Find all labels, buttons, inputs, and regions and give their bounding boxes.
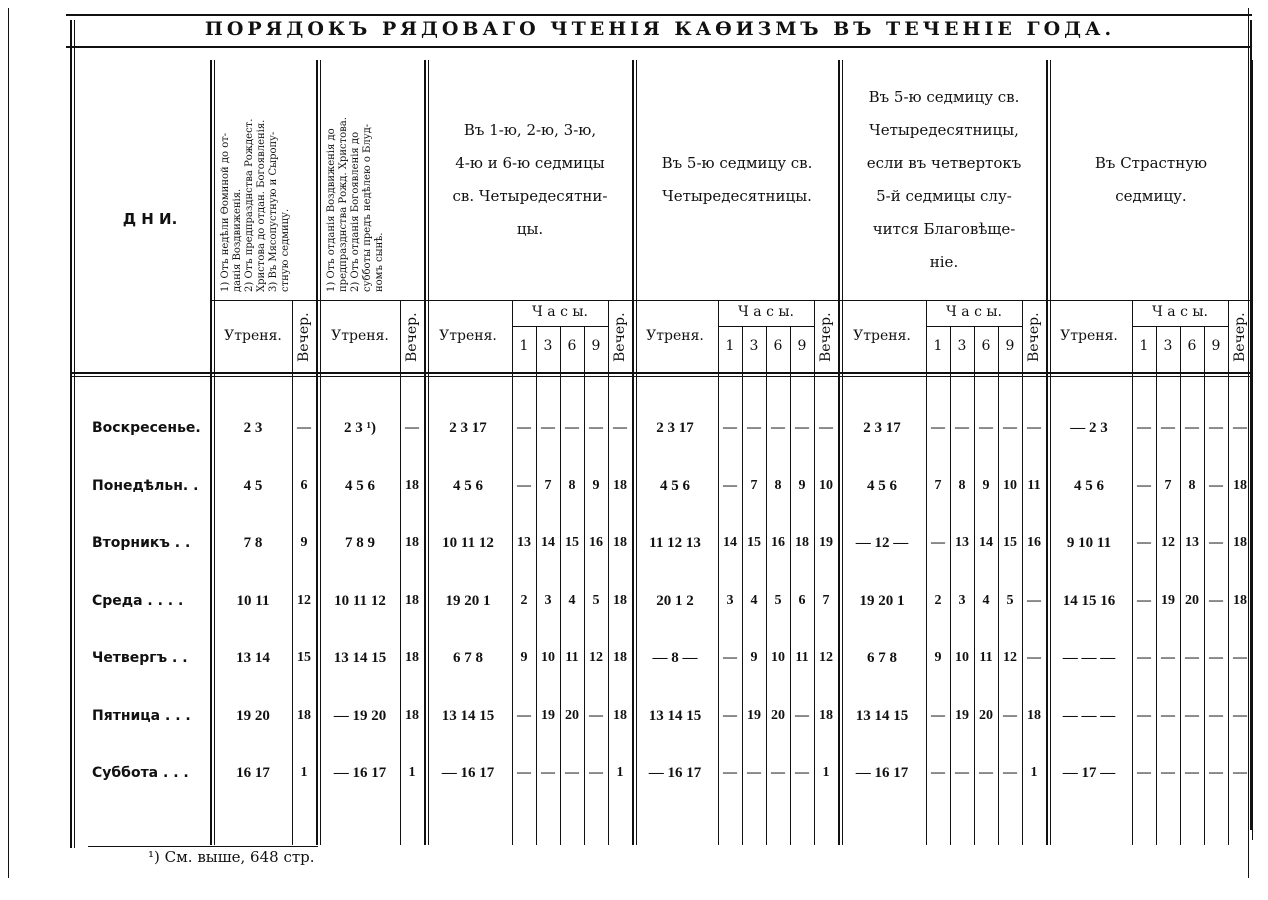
group-divider-inner (1050, 60, 1051, 845)
vespers-subheader: Вечер. (296, 312, 312, 362)
table-cell: — (1137, 477, 1151, 493)
table-cell: — (1137, 592, 1151, 608)
table-cell: — (819, 420, 833, 435)
table-cell: 4 5 6 (453, 477, 483, 494)
table-cell: — (1209, 477, 1223, 493)
table-cell: 9 (300, 535, 308, 550)
table-cell: 8 (958, 477, 966, 493)
table-cell: — — — (1062, 707, 1116, 724)
table-cell: — (1003, 420, 1017, 435)
day-label: Суббота . . . (92, 765, 189, 781)
table-cell: 15 (747, 535, 761, 550)
footnote: ¹) См. выше, 648 стр. (148, 848, 315, 866)
table-cell: — (541, 765, 555, 780)
table-cell: 15 (565, 535, 579, 550)
table-cell: — (979, 420, 993, 435)
matins-subheader: Утреня. (439, 328, 497, 344)
table-cell: 6 (300, 477, 308, 493)
table-cell: 7 8 9 (345, 535, 375, 551)
table-cell: 18 (613, 650, 627, 665)
vespers-subheader: Вечер. (612, 312, 628, 362)
table-cell: — (517, 765, 531, 780)
vespers-subheader: Вечер. (1232, 312, 1248, 362)
table-cell: 20 (979, 707, 993, 723)
table-cell: 1 (822, 765, 830, 780)
period-subheader-rule (210, 300, 316, 301)
table-cell: — (1137, 535, 1151, 550)
table-cell: — (1027, 420, 1041, 435)
title-bottom-rule (66, 46, 1252, 48)
table-cell: 4 (568, 592, 576, 608)
table-cell: 19 (955, 707, 969, 723)
table-cell: — (1209, 707, 1223, 723)
matins-subheader: Утреня. (853, 328, 911, 344)
table-cell: 13 (517, 535, 531, 550)
table-cell: — 12 — (855, 535, 909, 551)
hour-subheader: 1 (1139, 338, 1149, 354)
period-header: 1) Отъ недѣли Ѳоминой до от- данія Воздвиженія. 2) Отъ предпразднства Рождест. Христова до отдан. Богоявленія. 3) Въ Мясопустную и Сыропу- стную седмицу. (220, 118, 291, 292)
hour-subheader: 6 (773, 338, 783, 354)
table-cell: — 19 20 (333, 707, 387, 724)
period-header: Въ 5-ю седмицу св. Четыредесятницы, если въ четвертокъ 5-й седмицы слу- чится Благовѣще- ніе. (866, 88, 1022, 271)
table-cell: — (771, 420, 785, 435)
table-cell: 12 (297, 592, 311, 608)
table-cell: 12 (589, 650, 603, 665)
table-cell: — (1185, 420, 1199, 435)
table-cell: — (931, 420, 945, 435)
page-edge-right (1248, 8, 1249, 878)
table-cell: 2 3 17 (656, 420, 694, 436)
period-subheader-rule (632, 300, 838, 301)
group-divider (316, 60, 318, 845)
table-cell: 11 (565, 650, 579, 665)
table-cell: — (723, 477, 737, 493)
header-bottom-rule (70, 372, 1252, 374)
group-divider (838, 60, 840, 845)
table-cell: 13 14 (236, 650, 270, 666)
table-cell: 9 10 11 (1066, 535, 1112, 551)
vespers-subheader: Вечер. (1026, 312, 1042, 362)
table-cell: — (795, 420, 809, 435)
table-cell: — 8 — (652, 650, 698, 666)
table-cell: 16 (1027, 535, 1041, 550)
table-cell: 14 (541, 535, 555, 550)
table-cell: 10 (541, 650, 555, 665)
table-cell: 5 (592, 592, 600, 608)
table-cell: 7 (544, 477, 552, 493)
matins-subheader: Утреня. (646, 328, 704, 344)
table-cell: 18 (1233, 477, 1247, 493)
hours-subheader: Ч а с ы. (946, 304, 1002, 320)
table-cell: — (565, 420, 579, 435)
day-label: Четвергъ . . (92, 650, 188, 666)
table-cell: 18 (405, 707, 419, 723)
table-cell: — (723, 420, 737, 435)
table-cell: — (1209, 535, 1223, 550)
table-cell: 20 1 2 (656, 592, 694, 609)
days-column-header: Д Н И. (122, 210, 178, 228)
table-cell: 12 (819, 650, 833, 665)
table-cell: 4 5 6 (1074, 477, 1104, 494)
table-cell: 19 20 (236, 707, 270, 724)
table-cell: 16 (589, 535, 603, 550)
period-header: 1) Отъ отданія Воздвиженія до предпразднства Рожд. Христова. 2) Отъ отданія Богоявленія до субботы предъ недѣлею о Блуд- номъ сынѣ. (326, 117, 385, 292)
table-cell: — (723, 707, 737, 723)
table-cell: 8 (1188, 477, 1196, 493)
table-cell: 3 (958, 592, 966, 608)
table-cell: 18 (1027, 707, 1041, 723)
table-cell: 18 (1233, 592, 1247, 608)
table-cell: — (405, 420, 419, 435)
table-cell: 10 (819, 477, 833, 493)
hour-subheader: 6 (567, 338, 577, 354)
table-cell: — (589, 707, 603, 723)
table-cell: — (1209, 765, 1223, 780)
period-subheader-rule (424, 300, 632, 301)
table-cell: — (1233, 420, 1247, 435)
table-cell: 7 (822, 592, 830, 608)
group-divider (1046, 60, 1048, 845)
table-cell: — — — (1062, 650, 1116, 666)
hour-subheader: 9 (797, 338, 807, 354)
table-cell: 20 (1185, 592, 1199, 608)
period-subheader-rule (1046, 300, 1252, 301)
table-cell: 1 (1030, 765, 1038, 780)
table-cell: 10 11 (236, 592, 270, 609)
table-cell: 18 (613, 477, 627, 493)
hour-subheader: 9 (1211, 338, 1221, 354)
table-cell: 14 15 16 (1062, 592, 1116, 609)
table-cell: — (613, 420, 627, 435)
table-cell: — (795, 707, 809, 723)
hour-subheader: 1 (933, 338, 943, 354)
table-cell: — (1003, 765, 1017, 780)
footnote-rule (88, 846, 318, 847)
day-label: Понедѣльн. . (92, 477, 199, 494)
table-cell: 20 (565, 707, 579, 723)
table-cell: 11 (1027, 477, 1041, 493)
group-divider (424, 60, 426, 845)
table-cell: 4 5 6 (660, 477, 690, 494)
table-cell: 19 (747, 707, 761, 723)
table-cell: — (931, 535, 945, 550)
table-cell: — (589, 765, 603, 780)
table-cell: 18 (819, 707, 833, 723)
table-cell: — (1233, 765, 1247, 780)
table-cell: 14 (723, 535, 737, 550)
table-cell: — (747, 765, 761, 780)
table-cell: 7 8 (243, 535, 263, 551)
table-cell: 12 (1003, 650, 1017, 665)
table-cell: 18 (613, 707, 627, 723)
matins-subheader: Утреня. (331, 328, 389, 344)
hour-subheader: 1 (725, 338, 735, 354)
hour-subheader: 9 (591, 338, 601, 354)
day-label: Воскресенье. (92, 420, 201, 436)
table-cell: 19 (541, 707, 555, 723)
table-cell: — (1185, 650, 1199, 665)
table-cell: — (517, 477, 531, 493)
table-cell: 9 (750, 650, 758, 665)
table-cell: — (1233, 650, 1247, 665)
table-cell: 2 (520, 592, 528, 608)
frame-left-rule (70, 20, 72, 848)
table-cell: 1 (616, 765, 624, 780)
table-cell: — (1161, 420, 1175, 435)
group-divider (1252, 60, 1253, 840)
table-cell: 19 20 1 (859, 592, 905, 609)
table-cell: 13 (1185, 535, 1199, 550)
table-cell: 2 3 (243, 420, 263, 436)
period-header: Въ Страстную седмицу. (1094, 154, 1208, 205)
table-cell: 6 7 8 (867, 650, 897, 666)
hour-subheader: 9 (1005, 338, 1015, 354)
hour-subheader: 3 (543, 338, 553, 354)
table-cell: 9 (982, 477, 990, 493)
table-cell: 6 7 8 (453, 650, 483, 666)
table-title: ПОРЯДОКЪ РЯДОВАГО ЧТЕНІЯ КАѲИЗМЪ ВЪ ТЕЧЕНІЕ ГОДА. (204, 18, 1116, 40)
table-cell: 7 (1164, 477, 1172, 493)
table-cell: 9 (592, 477, 600, 493)
table-cell: — (1027, 650, 1041, 665)
table-cell: — (771, 765, 785, 780)
table-cell: — 16 17 (333, 765, 387, 781)
table-cell: — (1185, 707, 1199, 723)
table-cell: — (1209, 592, 1223, 608)
table-cell: 12 (1161, 535, 1175, 550)
table-cell: 13 14 15 (441, 707, 495, 724)
table-cell: — (589, 420, 603, 435)
table-cell: 10 (955, 650, 969, 665)
table-cell: 13 (955, 535, 969, 550)
table-cell: — (955, 765, 969, 780)
table-cell: 13 14 15 (648, 707, 702, 724)
table-cell: — 16 17 (855, 765, 909, 781)
table-cell: 11 12 13 (649, 535, 701, 551)
table-cell: — (517, 707, 531, 723)
table-cell: 18 (405, 477, 419, 493)
table-cell: 7 (934, 477, 942, 493)
group-divider (210, 60, 212, 845)
vespers-subheader: Вечер. (404, 312, 420, 362)
table-cell: — (1209, 420, 1223, 435)
table-cell: 18 (613, 592, 627, 608)
table-cell: 10 11 12 (334, 592, 386, 609)
table-cell: 11 (795, 650, 809, 665)
table-cell: 6 (798, 592, 806, 608)
group-divider-inner (636, 60, 637, 845)
table-cell: — (1185, 765, 1199, 780)
hour-subheader: 6 (1187, 338, 1197, 354)
table-cell: — (931, 707, 945, 723)
table-cell: 14 (979, 535, 993, 550)
table-cell: 19 (1161, 592, 1175, 608)
table-cell: 1 (408, 765, 416, 780)
table-cell: 15 (297, 650, 311, 665)
table-cell: 4 5 6 (867, 477, 897, 494)
period-header: Въ 5-ю седмицу св. Четыредесятницы. (661, 154, 813, 205)
table-cell: 18 (1233, 535, 1247, 550)
group-divider-inner (428, 60, 429, 845)
day-label: Вторникъ . . (92, 535, 191, 551)
table-cell: — 16 17 (648, 765, 702, 781)
table-cell: — (297, 420, 311, 435)
table-cell: — 2 3 (1070, 420, 1108, 436)
vespers-subheader: Вечер. (818, 312, 834, 362)
table-cell: — (1027, 592, 1041, 608)
table-cell: — (1233, 707, 1247, 723)
table-cell: 18 (297, 707, 311, 723)
table-cell: — (565, 765, 579, 780)
table-cell: 19 20 1 (445, 592, 491, 609)
matins-subheader: Утреня. (224, 328, 282, 344)
table-cell: — (931, 765, 945, 780)
table-cell: — (955, 420, 969, 435)
table-cell: 11 (979, 650, 993, 665)
table-cell: 18 (405, 650, 419, 665)
table-cell: — (1161, 650, 1175, 665)
table-cell: 18 (795, 535, 809, 550)
table-cell: 5 (1006, 592, 1014, 608)
group-divider-inner (320, 60, 321, 845)
frame-top-rule (66, 14, 1252, 16)
table-cell: — (541, 420, 555, 435)
table-cell: 2 3 ¹) (344, 420, 376, 436)
hours-subheader: Ч а с ы. (532, 304, 588, 320)
period-subheader-rule (838, 300, 1046, 301)
frame-left-rule-inner (74, 20, 75, 848)
group-divider (632, 60, 634, 845)
table-cell: 18 (613, 535, 627, 550)
hours-subheader: Ч а с ы. (738, 304, 794, 320)
period-subheader-rule (316, 300, 424, 301)
table-cell: — (795, 765, 809, 780)
table-cell: — (723, 765, 737, 780)
table-cell: 9 (798, 477, 806, 493)
table-cell: 1 (300, 765, 308, 780)
table-cell: — (1137, 765, 1151, 780)
table-cell: 18 (405, 535, 419, 550)
group-divider-inner (214, 60, 215, 845)
table-cell: — (747, 420, 761, 435)
table-cell: — (979, 765, 993, 780)
table-cell: — (1137, 420, 1151, 435)
table-cell: 15 (1003, 535, 1017, 550)
table-cell: 10 (771, 650, 785, 665)
table-cell: — (1209, 650, 1223, 665)
table-cell: 8 (774, 477, 782, 493)
table-cell: 13 14 15 (855, 707, 909, 724)
table-cell: 19 (819, 535, 833, 550)
table-cell: — (1161, 707, 1175, 723)
table-cell: 4 5 6 (345, 477, 375, 494)
table-cell: — 17 — (1062, 765, 1116, 781)
table-cell: 18 (405, 592, 419, 608)
table-cell: — 16 17 (441, 765, 495, 781)
table-cell: 9 (934, 650, 942, 665)
table-cell: 4 (750, 592, 758, 608)
table-cell: 13 14 15 (333, 650, 387, 666)
table-cell: — (1161, 765, 1175, 780)
table-cell: — (723, 650, 737, 665)
hour-subheader: 3 (749, 338, 759, 354)
hour-subheader: 3 (957, 338, 967, 354)
table-cell: 2 (934, 592, 942, 608)
table-cell: 16 (771, 535, 785, 550)
table-cell: 4 5 (243, 477, 263, 494)
table-cell: — (1137, 650, 1151, 665)
day-label: Пятница . . . (92, 707, 191, 724)
hour-subheader: 3 (1163, 338, 1173, 354)
period-header: Въ 1-ю, 2-ю, 3-ю, 4-ю и 6-ю седмицы св. Четыредесятни- цы. (452, 121, 608, 238)
table-cell: 16 17 (236, 765, 270, 781)
table-cell: 2 3 17 (449, 420, 487, 436)
table-cell: 7 (750, 477, 758, 493)
table-cell: — (1137, 707, 1151, 723)
table-cell: 10 (1003, 477, 1017, 493)
table-cell: — (1003, 707, 1017, 723)
matins-subheader: Утреня. (1060, 328, 1118, 344)
table-cell: 10 11 12 (442, 535, 494, 551)
hours-subheader: Ч а с ы. (1152, 304, 1208, 320)
table-cell: 8 (568, 477, 576, 493)
table-cell: 2 3 17 (863, 420, 901, 436)
group-divider-inner (842, 60, 843, 845)
table-cell: 5 (774, 592, 782, 608)
table-cell: 9 (520, 650, 528, 665)
day-label: Среда . . . . (92, 592, 184, 609)
table-cell: 3 (544, 592, 552, 608)
table-cell: 3 (726, 592, 734, 608)
hour-subheader: 1 (519, 338, 529, 354)
page-edge-left (8, 8, 9, 878)
table-cell: — (517, 420, 531, 435)
table-cell: 20 (771, 707, 785, 723)
header-bottom-rule-inner (70, 376, 1252, 377)
hour-subheader: 6 (981, 338, 991, 354)
table-cell: 4 (982, 592, 990, 608)
